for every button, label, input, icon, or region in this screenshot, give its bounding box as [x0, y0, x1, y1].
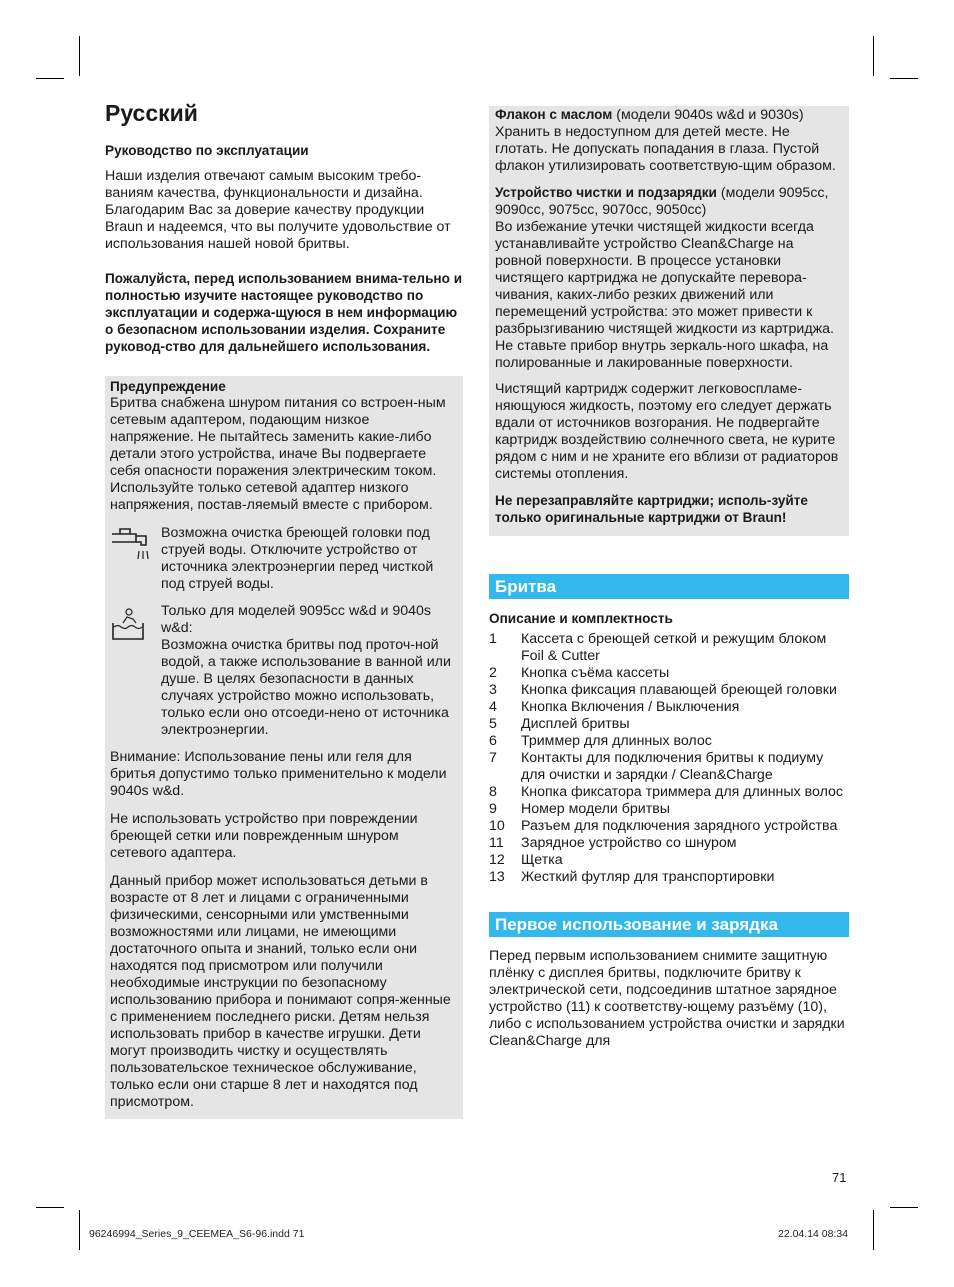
- damage-note: Не использовать устройство при повреждении бреющей сетки или поврежденным шнуром сетевого адаптера.: [110, 811, 418, 861]
- oil-title: Флакон с маслом: [495, 107, 613, 122]
- section-first-use: Первое использование и зарядка: [489, 912, 849, 937]
- oil-models: (модели 9040s w&d и 9030s): [612, 107, 804, 123]
- warning-box: [105, 376, 463, 1119]
- crop-mark: [36, 78, 64, 79]
- water-tap-icon: [110, 525, 161, 593]
- crop-mark: [873, 1210, 874, 1250]
- bath-models-text: Только для моделей 9095cc w&d и 9040s w&d:: [161, 603, 432, 636]
- bath-text: Возможна очистка бритвы под проточ-ной водой, а также использование в ванной или душе. В целях безопасности в данных случаях устройство можно использовать, только если оно отсоеди-нено от источника электроэнергии.: [161, 637, 451, 738]
- page-number: 71: [832, 1170, 847, 1185]
- list-item: 6 Триммер для длинных волос: [489, 733, 712, 749]
- cartridge-paragraph: Чистящий картридж содержит легковоспламе-няющуюся жидкость, поэтому его следует держать вдали от источников возгорания. Не подвергайте картридж воздействию солнечного света, не курите рядом с ним и не храните его вблизи от радиаторов системы отопления.: [495, 381, 839, 482]
- parts-title: Описание и комплектность: [489, 611, 673, 626]
- right-column: [489, 106, 849, 1067]
- oil-cleaning-box: [489, 106, 849, 536]
- list-item: 2 Кнопка съёма кассеты: [489, 665, 670, 681]
- first-use-paragraph: Перед первым использованием снимите защитную плёнку с дисплея бритвы, подключите бритву к электрической сети, подсоединив штатное зарядное устройство (11) к соответству-ющему разъёму (10), либо с использованием устройства очистки и зарядки Clean&Charge для: [489, 948, 845, 1049]
- list-item: 7 Контакты для подключения бритвы к подиуму для очистки и зарядки / Clean&Charge: [489, 750, 824, 783]
- station-paragraph: [495, 184, 843, 372]
- warning-text: Бритва снабжена шнуром питания со встроен-ным сетевым адаптером, подающим низкое напряжение. Не пытайтесь заменить какие-либо детали этого устройства, иначе Вы подвергаете себя опасности поражения электрическим током. Используйте только сетевой адаптер низкого напряжения, постав-ляемый вместе с прибором.: [110, 395, 446, 513]
- left-column: [105, 100, 463, 1119]
- list-item: 10 Разъем для подключения зарядного устройства: [489, 818, 838, 834]
- list-item: 13 Жесткий футляр для транспортировки: [489, 869, 775, 885]
- tap-instruction: [110, 525, 453, 593]
- intro-bold-paragraph: Пожалуйста, перед использованием внима-тельно и полностью изучите настоящее руководство по эксплуатации и содержа-щуюся в нем информацию о безопасном использовании изделия. Сохраните руковод-ство для дальнейшего использования.: [105, 271, 463, 354]
- crop-mark: [890, 78, 918, 79]
- list-item: 3 Кнопка фиксация плавающей бреющей головки: [489, 682, 837, 698]
- bath-instruction: [110, 603, 453, 739]
- crop-mark: [873, 36, 874, 76]
- list-item: 4 Кнопка Включения / Выключения: [489, 699, 740, 715]
- crop-mark: [79, 1210, 80, 1250]
- crop-mark: [79, 36, 80, 76]
- intro-paragraph: Наши изделия отвечают самым высоким требо-ваниям качества, функциональности и дизайна. Благодарим Вас за доверие качеству продукции Braun и надеемся, что вы получите удовольствие от использования нашей новой бритвы.: [105, 168, 451, 252]
- footer-file: 96246994_Series_9_CEEMEA_S6-96.indd 71: [89, 1228, 305, 1240]
- station-title: Устройство чистки и подзарядки: [495, 185, 717, 200]
- foam-note: Внимание: Использование пены или геля для бритья допустимо только применительно к модели 9040s w&d.: [110, 749, 447, 799]
- page-heading: Русский: [105, 100, 198, 126]
- bath-water-icon: [110, 603, 161, 739]
- station-models: (модели 9095cc, 9090cc, 9075cc, 9070cc, 9050cc): [495, 185, 829, 218]
- cartridge-bold-note: Не перезаправляйте картриджи; исполь-зуйте только оригинальные картриджи от Braun!: [495, 493, 808, 525]
- list-item: 1 Кассета с бреющей сеткой и режущим блоком Foil & Cutter: [489, 631, 827, 664]
- oil-paragraph: [495, 106, 843, 175]
- list-item: 9 Номер модели бритвы: [489, 801, 670, 817]
- list-item: 12 Щетка: [489, 852, 563, 868]
- section-shaver: Бритва: [489, 574, 849, 599]
- list-item: 8 Кнопка фиксатора триммера для длинных волос: [489, 784, 843, 800]
- list-item: 5 Дисплей бритвы: [489, 716, 630, 732]
- warning-title: Предупреждение: [110, 379, 226, 394]
- tap-text: Возможна очистка бреющей головки под струей воды. Отключите устройство от источника электроэнергии перед чисткой под струей воды.: [161, 525, 434, 592]
- oil-text: Хранить в недоступном для детей месте. Не глотать. Не допускать попадания в глаза. Пустой флакон утилизировать соответствую-щим образом.: [495, 124, 836, 174]
- crop-mark: [36, 1207, 64, 1208]
- station-text: Во избежание утечки чистящей жидкости всегда устанавливайте устройство Clean&Charge на ровной поверхности. В процессе установки чистящего картриджа не допускайте перевора-чивания, каких-либо резких движений или перемещений устройства: это может привести к разбрызгиванию чистящей жидкости из картриджа. Не ставьте прибор внутрь зеркаль-ного шкафа, на полированные и лакированные поверхности.: [495, 219, 834, 371]
- manual-subtitle: Руководство по эксплуатации: [105, 143, 309, 158]
- children-note: Данный прибор может использоваться детьми в возрасте от 8 лет и лицами с ограниченными физическими, сенсорными или умственными возможностями или лицами, не имеющими достаточного опыта и знаний, только если они находятся под присмотром или получили необходимые инструкции по безопасному использованию прибора и понимают сопря-женные с применением последнего риски. Детям нельзя использовать прибор в качестве игрушки. Дети могут производить чистку и осуществлять пользовательское техническое обслуживание, только если они старше 8 лет и находятся под присмотром.: [110, 873, 451, 1110]
- footer-date: 22.04.14 08:34: [778, 1228, 849, 1240]
- crop-mark: [890, 1207, 918, 1208]
- list-item: 11 Зарядное устройство со шнуром: [489, 835, 737, 851]
- parts-list: [489, 631, 849, 886]
